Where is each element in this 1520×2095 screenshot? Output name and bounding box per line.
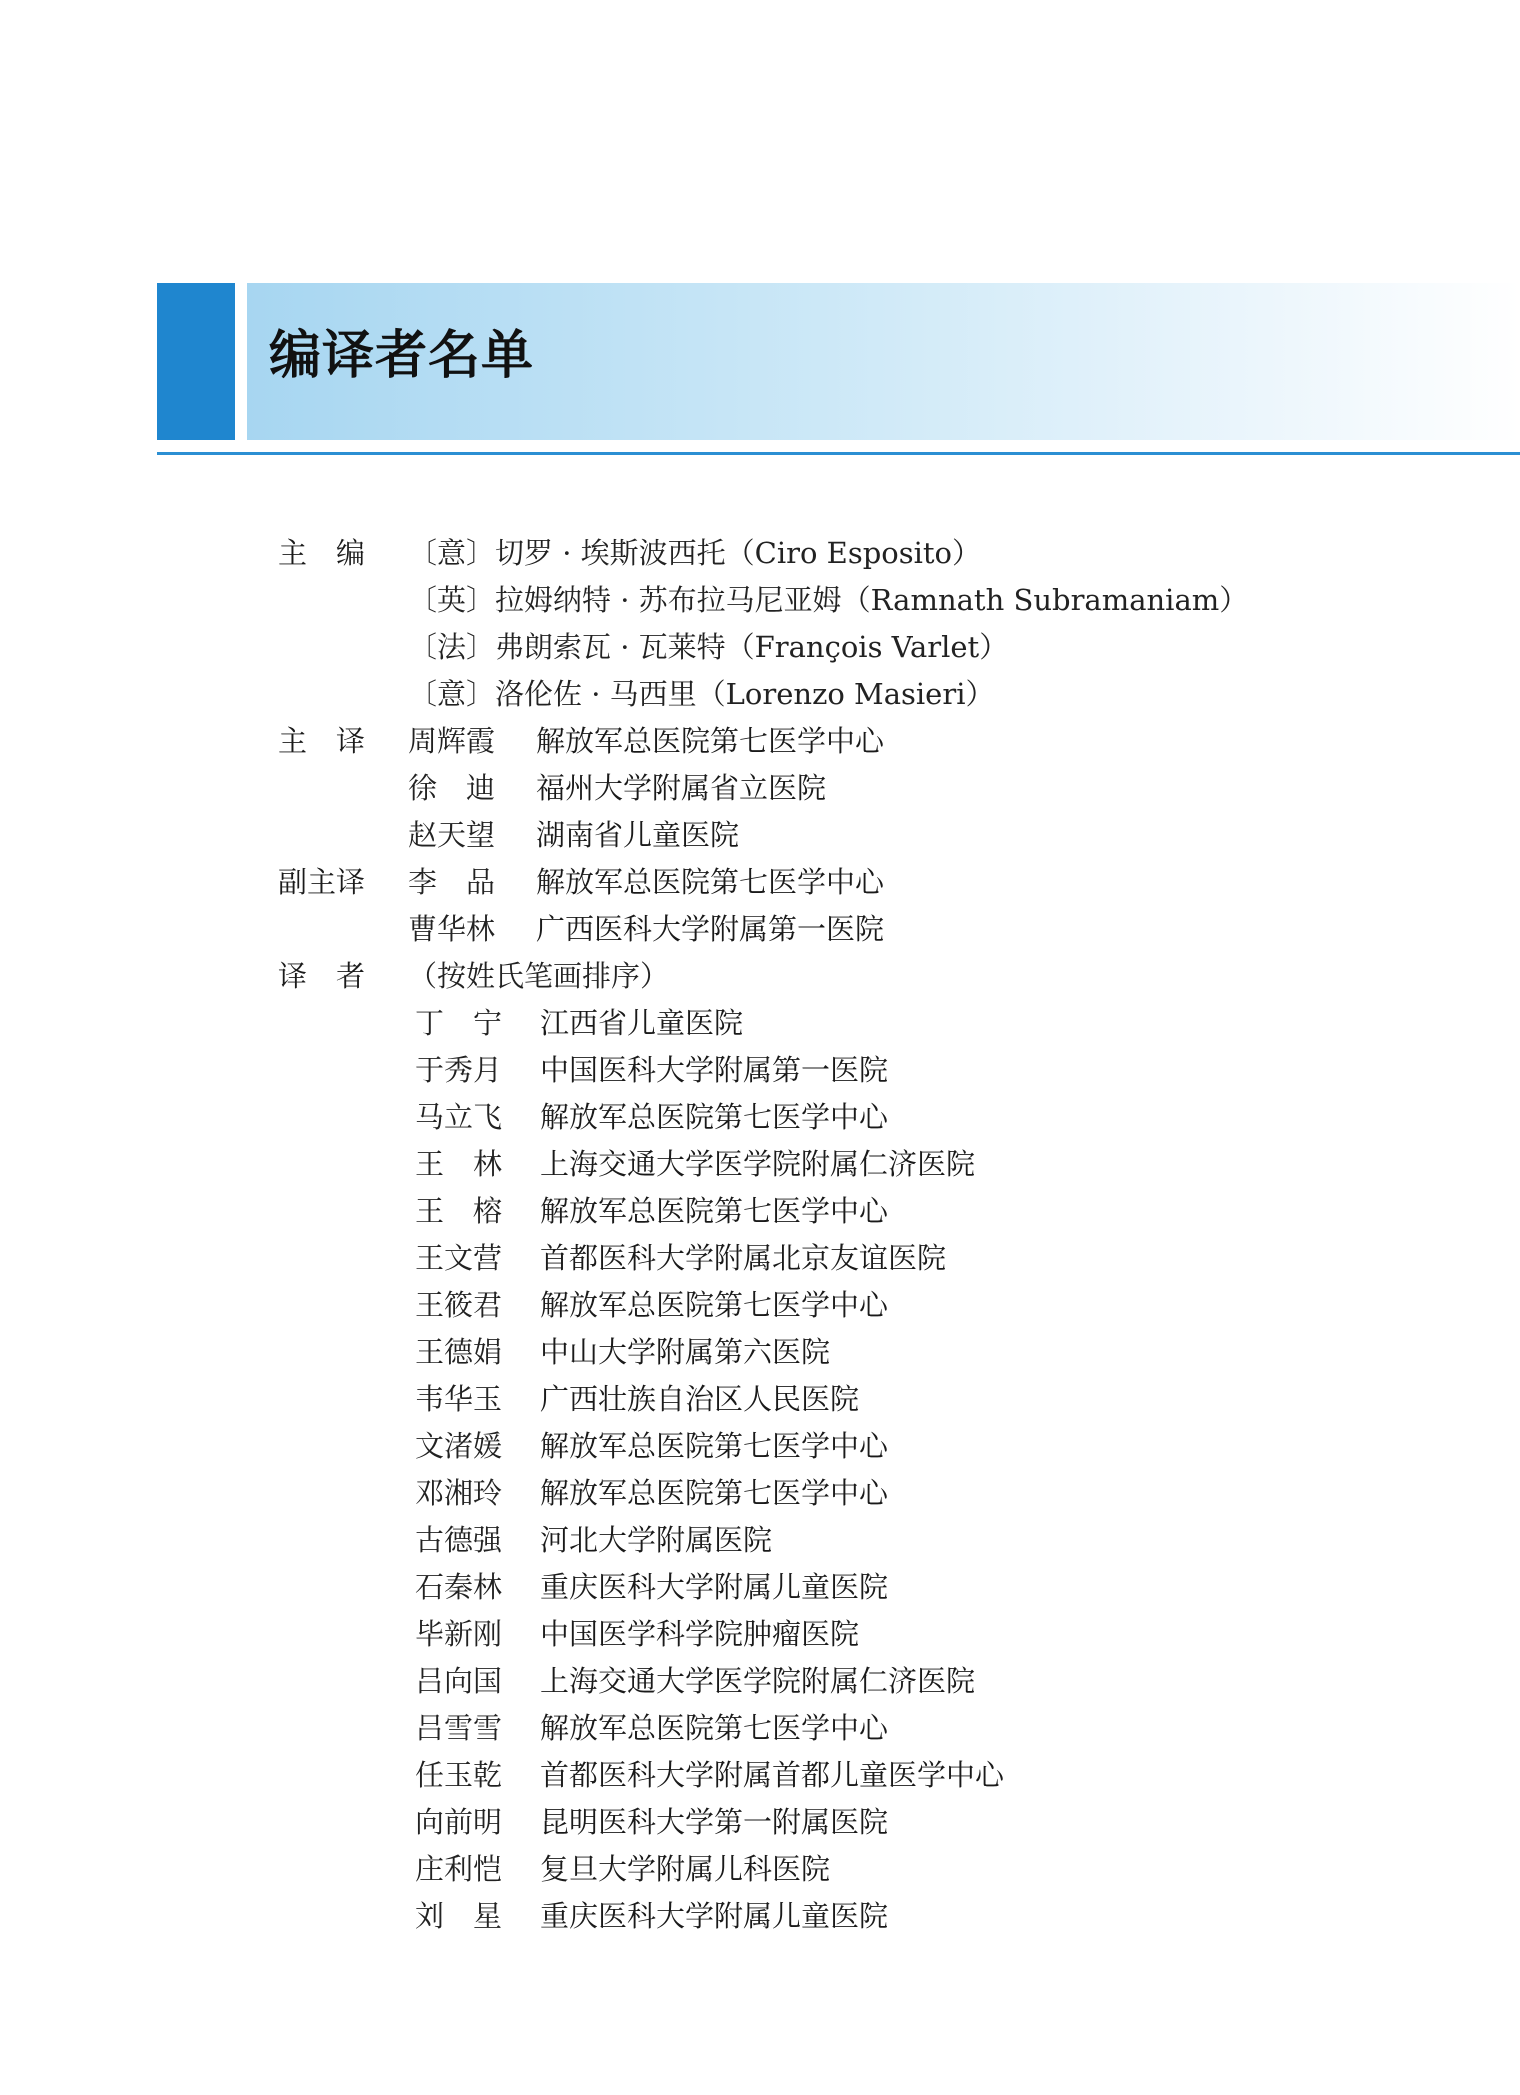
contributor-roster [278,530,1458,1940]
role-label-deputy-translator: 副主译 [278,865,366,899]
translator-row [278,1517,1458,1564]
chief-translator-row [278,718,1458,765]
person-name: 吕雪雪 [415,1711,503,1745]
person-name: 王德娟 [415,1335,503,1369]
person-institution: 解放军总医院第七医学中心 [540,1288,889,1322]
header-divider [157,452,1520,455]
person-institution: 河北大学附属医院 [540,1523,773,1557]
translator-row [278,1141,1458,1188]
person-institution: 广西医科大学附属第一医院 [536,912,885,946]
person-institution: 解放军总医院第七医学中心 [540,1100,889,1134]
person-name: 毕新刚 [415,1617,503,1651]
page-title: 编译者名单 [269,326,535,386]
person-name: 向前明 [415,1805,503,1839]
translator-row [278,1705,1458,1752]
translator-row [278,1752,1458,1799]
person-name: 吕向国 [415,1664,503,1698]
person-institution: 首都医科大学附属北京友谊医院 [540,1241,947,1275]
chief-editor-row [278,530,1458,577]
person-institution: 解放军总医院第七医学中心 [536,865,885,899]
header-accent-block [157,283,235,440]
deputy-translator-row [278,906,1458,953]
person-name: 赵天望 [408,818,496,852]
translator-row [278,1846,1458,1893]
translator-row [278,1235,1458,1282]
role-label-chief-translator: 主 译 [278,724,366,758]
person-institution: 江西省儿童医院 [540,1006,744,1040]
person-institution: 福州大学附属省立医院 [536,771,827,805]
chief-translator-row [278,812,1458,859]
chief-editor-row [278,577,1458,624]
translator-row [278,1094,1458,1141]
sort-note: （按姓氏笔画排序） [408,959,670,993]
person-name: 古德强 [415,1523,503,1557]
translators-header-row [278,953,1458,1000]
person-institution: 重庆医科大学附属儿童医院 [540,1899,889,1933]
person-institution: 广西壮族自治区人民医院 [540,1382,860,1416]
translator-row [278,1611,1458,1658]
person-institution: 解放军总医院第七医学中心 [536,724,885,758]
translator-row [278,1893,1458,1940]
translator-row [278,1658,1458,1705]
person-name: 曹华林 [408,912,496,946]
person-institution: 解放军总医院第七医学中心 [540,1429,889,1463]
person-name: 于秀月 [415,1053,503,1087]
person-name: 李 品 [408,865,496,899]
person-institution: 中山大学附属第六医院 [540,1335,831,1369]
deputy-translator-row [278,859,1458,906]
person-institution: 解放军总医院第七医学中心 [540,1476,889,1510]
chief-translator-row [278,765,1458,812]
person-institution: 上海交通大学医学院附属仁济医院 [540,1664,976,1698]
person-name: 王 榕 [415,1194,503,1228]
translator-row [278,1282,1458,1329]
translator-row [278,1470,1458,1517]
person-name: 丁 宁 [415,1006,503,1040]
role-label-chief-editor: 主 编 [278,536,366,570]
person-institution: 重庆医科大学附属儿童医院 [540,1570,889,1604]
person-institution: 中国医科大学附属第一医院 [540,1053,889,1087]
person-name: 邓湘玲 [415,1476,503,1510]
person-name: 马立飞 [415,1100,503,1134]
person-institution: 首都医科大学附属首都儿童医学中心 [540,1758,1005,1792]
person-name: 文渚媛 [415,1429,503,1463]
person-institution: 复旦大学附属儿科医院 [540,1852,831,1886]
person-institution: 湖南省儿童医院 [536,818,740,852]
person-institution: 中国医学科学院肿瘤医院 [540,1617,860,1651]
person-name: 石秦林 [415,1570,503,1604]
chief-editor-row [278,624,1458,671]
role-label-translators: 译 者 [278,959,366,993]
translator-row [278,1329,1458,1376]
person-name: 徐 迪 [408,771,496,805]
section-header [157,283,1520,440]
person-institution: 上海交通大学医学院附属仁济医院 [540,1147,976,1181]
translator-row [278,1000,1458,1047]
chief-editor-entry: 〔意〕切罗 · 埃斯波西托（Ciro Esposito） [408,536,982,570]
person-name: 王 林 [415,1147,503,1181]
translator-row [278,1564,1458,1611]
chief-editor-entry: 〔英〕拉姆纳特 · 苏布拉马尼亚姆（Ramnath Subramaniam） [408,583,1249,617]
person-institution: 解放军总医院第七医学中心 [540,1711,889,1745]
chief-editor-entry: 〔意〕洛伦佐 · 马西里（Lorenzo Masieri） [408,677,995,711]
person-name: 刘 星 [415,1899,503,1933]
person-name: 庄利恺 [415,1852,503,1886]
translator-row [278,1188,1458,1235]
translator-row [278,1423,1458,1470]
translator-row [278,1799,1458,1846]
person-name: 王筱君 [415,1288,503,1322]
person-institution: 昆明医科大学第一附属医院 [540,1805,889,1839]
chief-editor-entry: 〔法〕弗朗索瓦 · 瓦莱特（François Varlet） [408,630,1009,664]
person-name: 任玉乾 [415,1758,503,1792]
person-name: 周辉霞 [408,724,496,758]
translator-row [278,1376,1458,1423]
translator-row [278,1047,1458,1094]
person-name: 韦华玉 [415,1382,503,1416]
chief-editor-row [278,671,1458,718]
person-institution: 解放军总医院第七医学中心 [540,1194,889,1228]
person-name: 王文营 [415,1241,503,1275]
